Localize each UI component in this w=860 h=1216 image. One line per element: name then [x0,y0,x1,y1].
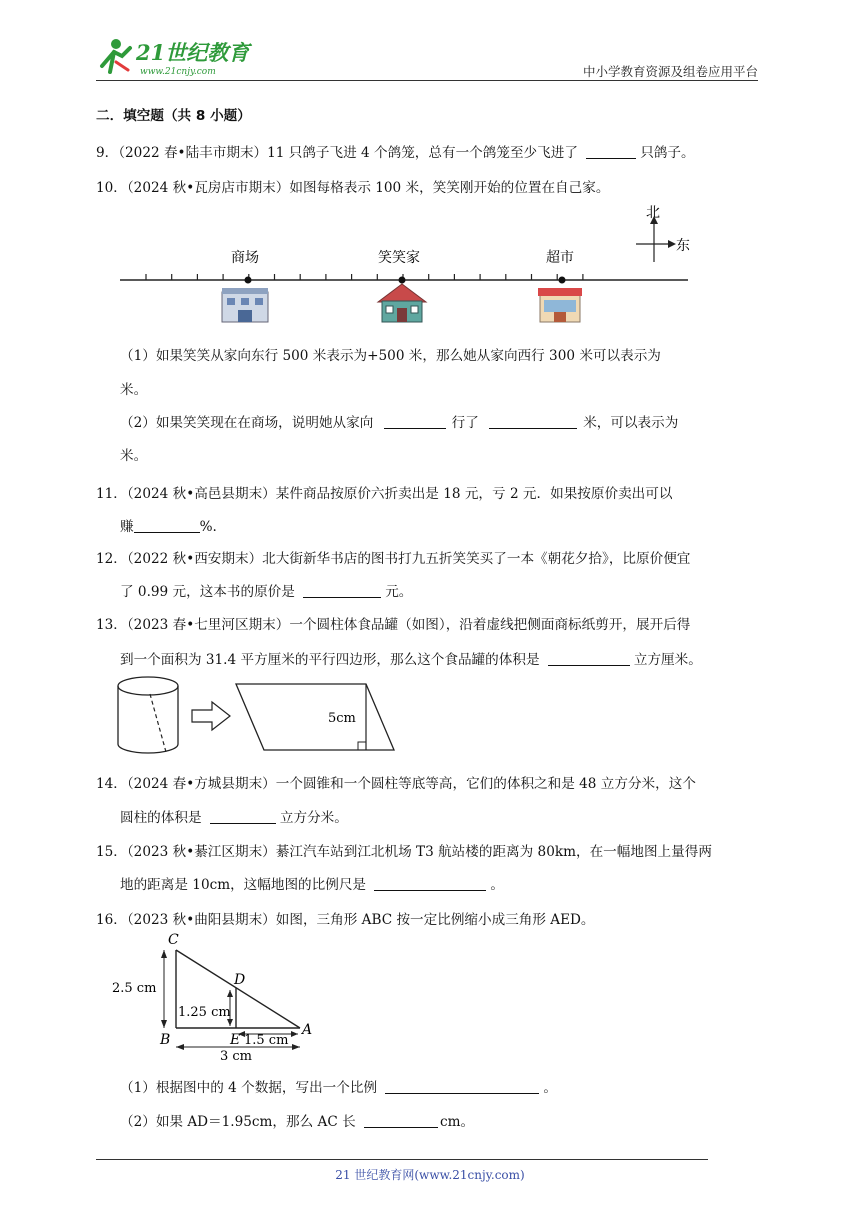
vertex-c: C [168,932,179,948]
north-label: 北 [646,205,660,221]
question-10-part-2-unit: 米。 [120,448,148,464]
question-10-part-1: （1）如果笑笑从家向东行 500 米表示为+500 米，那么她从家向西行 300 米可以表示为 [120,348,661,364]
mall-label: 商场 [231,250,259,266]
question-13: 13．（2023 春•七里河区期末）一个圆柱体食品罐（如图），沿着虚线把侧面商标纸剪开，展开后得 [96,617,691,633]
answer-blank-10-2a[interactable] [384,414,446,429]
section-title: 二．填空题（共 8 小题） [96,108,251,124]
vertex-d: D [234,972,246,988]
mall-building-icon [222,288,268,322]
question-14-line-2: 圆柱的体积是 立方分米。 [120,810,348,826]
bc-length: 2.5 cm [112,981,157,996]
supermarket-label: 超市 [546,250,574,266]
vertex-a: A [302,1022,313,1038]
ea-length: 1.5 cm [244,1033,289,1048]
header-divider [96,80,758,81]
de-length: 1.25 cm [178,1005,231,1020]
question-14: 14．（2024 春•方城县期末）一个圆锥和一个圆柱等底等高，它们的体积之和是 48 立方分米，这个 [96,776,696,792]
answer-blank-11[interactable] [134,518,200,533]
logo-url: www.21cnjy.com [140,67,216,77]
footer-text: 21 世纪教育网(www.21cnjy.com) [335,1168,525,1182]
vertex-b: B [160,1032,171,1048]
ba-length: 3 cm [220,1049,253,1064]
question-16-part-2: （2）如果 AD＝1.95cm，那么 AC 长 cm。 [120,1114,475,1130]
question-10-part-1-unit: 米。 [120,382,148,398]
answer-blank-14[interactable] [210,809,276,824]
question-16-part-1: （1）根据图中的 4 个数据，写出一个比例 。 [120,1080,557,1096]
question-12-line-2: 了 0.99 元，这本书的原价是 元。 [120,584,413,600]
height-label: 5cm [328,711,356,726]
triangle-figure [112,928,332,1068]
vertex-e: E [230,1032,241,1048]
number-line-ticks [146,274,583,280]
home-label: 笑笑家 [378,250,420,266]
logo-text: 21世纪教育 [136,40,250,65]
question-11-line-2: 赚 %. [120,519,217,535]
number-line-figure [110,200,710,330]
footer-divider [96,1159,708,1160]
question-13-line-2: 到一个面积为 31.4 平方厘米的平行四边形，那么这个食品罐的体积是 立方厘米。 [120,652,702,668]
site-logo [96,36,266,78]
answer-blank-15[interactable] [374,876,486,891]
answer-blank-16-1[interactable] [385,1079,539,1094]
answer-blank-16-2[interactable] [364,1113,438,1128]
question-10-part-2: （2）如果笑笑现在在商场，说明她从家向 行了 米，可以表示为 [120,415,679,431]
question-15: 15．（2023 秋•綦江区期末）綦江汽车站到江北机场 T3 航站楼的距离为 80km，在一幅地图上量得两 [96,844,712,860]
question-10: 10．（2024 秋•瓦房店市期末）如图每格表示 100 米，笑笑刚开始的位置在自己家。 [96,180,610,196]
answer-blank-13[interactable] [548,651,630,666]
supermarket-icon [538,288,582,322]
east-label: 东 [676,238,690,254]
house-icon [378,284,426,322]
question-16: 16．（2023 秋•曲阳县期末）如图，三角形 ABC 按一定比例缩小成三角形 AED。 [96,912,595,928]
answer-blank-9[interactable] [586,144,636,159]
question-9: 9．（2022 春•陆丰市期末）11 只鸽子飞进 4 个鸽笼，总有一个鸽笼至少飞进了 只鸽子。 [96,145,695,161]
question-11: 11．（2024 秋•高邑县期末）某件商品按原价六折卖出是 18 元，亏 2 元．如果按原价卖出可以 [96,486,673,502]
header-platform-name: 中小学教育资源及组卷应用平台 [582,64,758,79]
question-12: 12．（2022 秋•西安期末）北大街新华书店的图书打九五折笑笑买了一本《朝花夕拾》，比原价便宜 [96,551,691,567]
question-15-line-2: 地的距离是 10cm，这幅地图的比例尺是 。 [120,877,504,893]
answer-blank-10-2b[interactable] [489,414,577,429]
answer-blank-12[interactable] [303,583,381,598]
cylinder-figure [112,672,412,760]
